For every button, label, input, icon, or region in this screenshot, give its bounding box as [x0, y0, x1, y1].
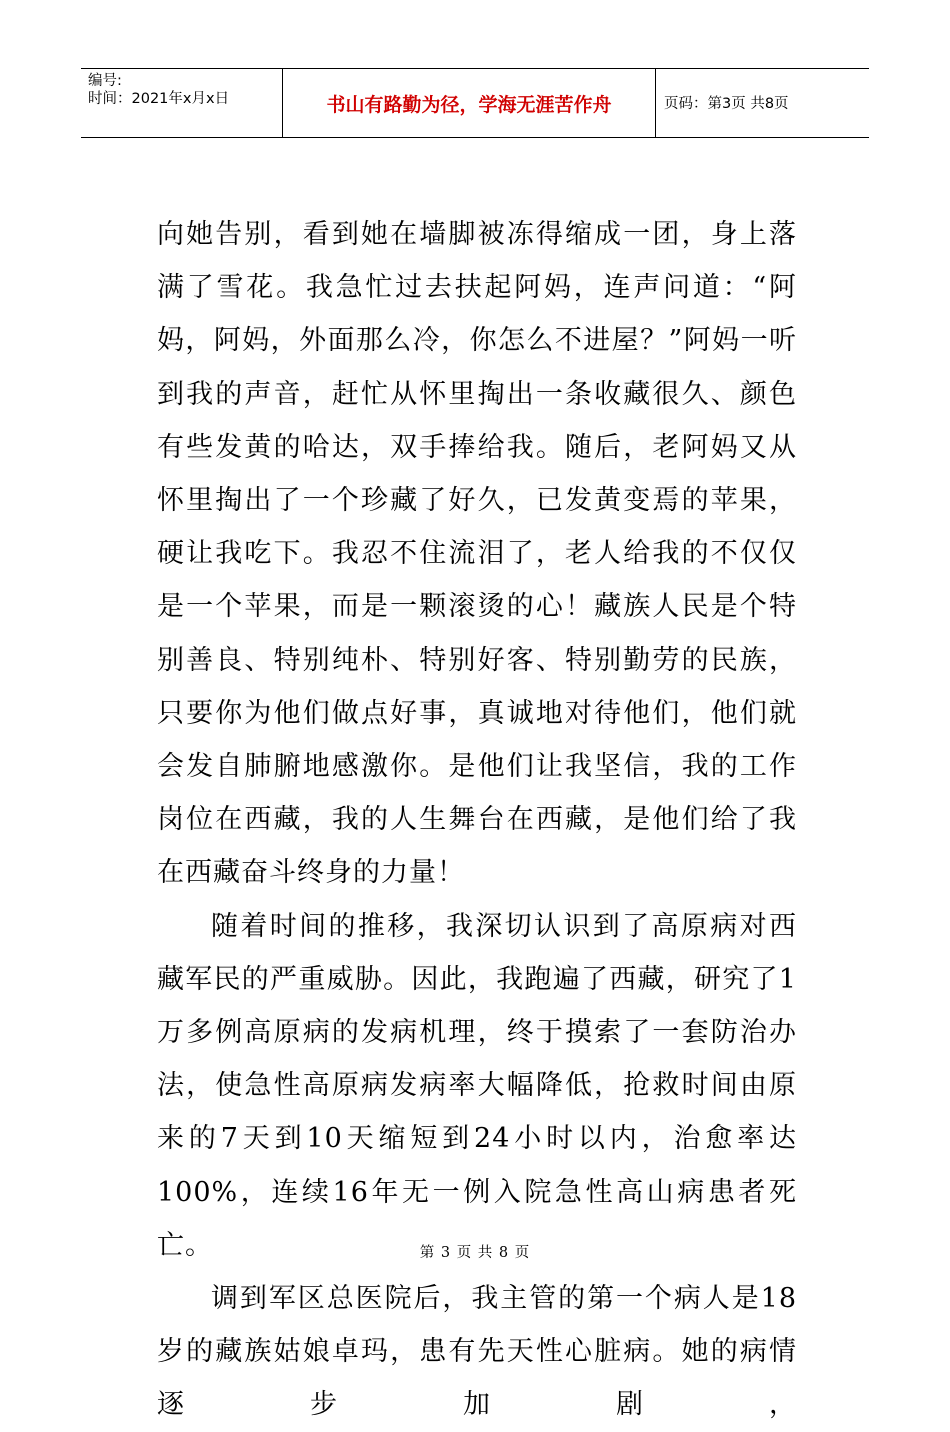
- header-motto-cell: [283, 69, 656, 137]
- page-info: 页码：第3页 共8页: [664, 96, 789, 112]
- header-page-cell: [656, 69, 869, 137]
- header-table: [81, 68, 869, 138]
- time-label: 时间：2021年x月x日: [88, 91, 230, 107]
- page-footer: 第 3 页 共 8 页: [419, 1245, 531, 1261]
- paragraph-continuation: 向她告别，看到她在墙脚被冻得缩成一团，身上落满了雪花。我急忙过去扶起阿妈，连声问道：“阿妈，阿妈，外面那么冷，你怎么不进屋？”阿妈一听到我的声音，赶忙从怀里掏出一条收藏很久、颜色有些发黄的哈达，双手捧给我。随后，老阿妈又从怀里掏出了一个珍藏了好久，已发黄变焉的苹果，硬让我吃下。我忍不住流泪了，老人给我的不仅仅是一个苹果，而是一颗滚烫的心！藏族人民是个特别善良、特别纯朴、特别好客、特别勤劳的民族，只要你为他们做点好事，真诚地对待他们，他们就会发自肺腑地感激你。是他们让我坚信，我的工作岗位在西藏，我的人生舞台在西藏，是他们给了我在西藏奋斗终身的力量！: [157, 219, 797, 889]
- header-meta-cell: [81, 69, 283, 137]
- motto-text: 书山有路勤为径，学海无涯苦作舟: [326, 94, 612, 116]
- serial-label: 编号:: [88, 73, 122, 89]
- paragraph-plateau-research: 随着时间的推移，我深切认识到了高原病对西藏军民的严重威胁。因此，我跑遍了西藏，研究了1万多例高原病的发病机理，终于摸索了一套防治办法，使急性高原病发病率大幅降低，抢救时间由原来的7天到10天缩短到24小时以内，治愈率达100%，连续16年无一例入院急性高山病患者死亡。: [157, 910, 797, 1261]
- paragraph-general-hospital: 调到军区总医院后，我主管的第一个病人是18岁的藏族姑娘卓玛，患有先天性心脏病。她的病情逐步加剧，: [157, 1283, 797, 1421]
